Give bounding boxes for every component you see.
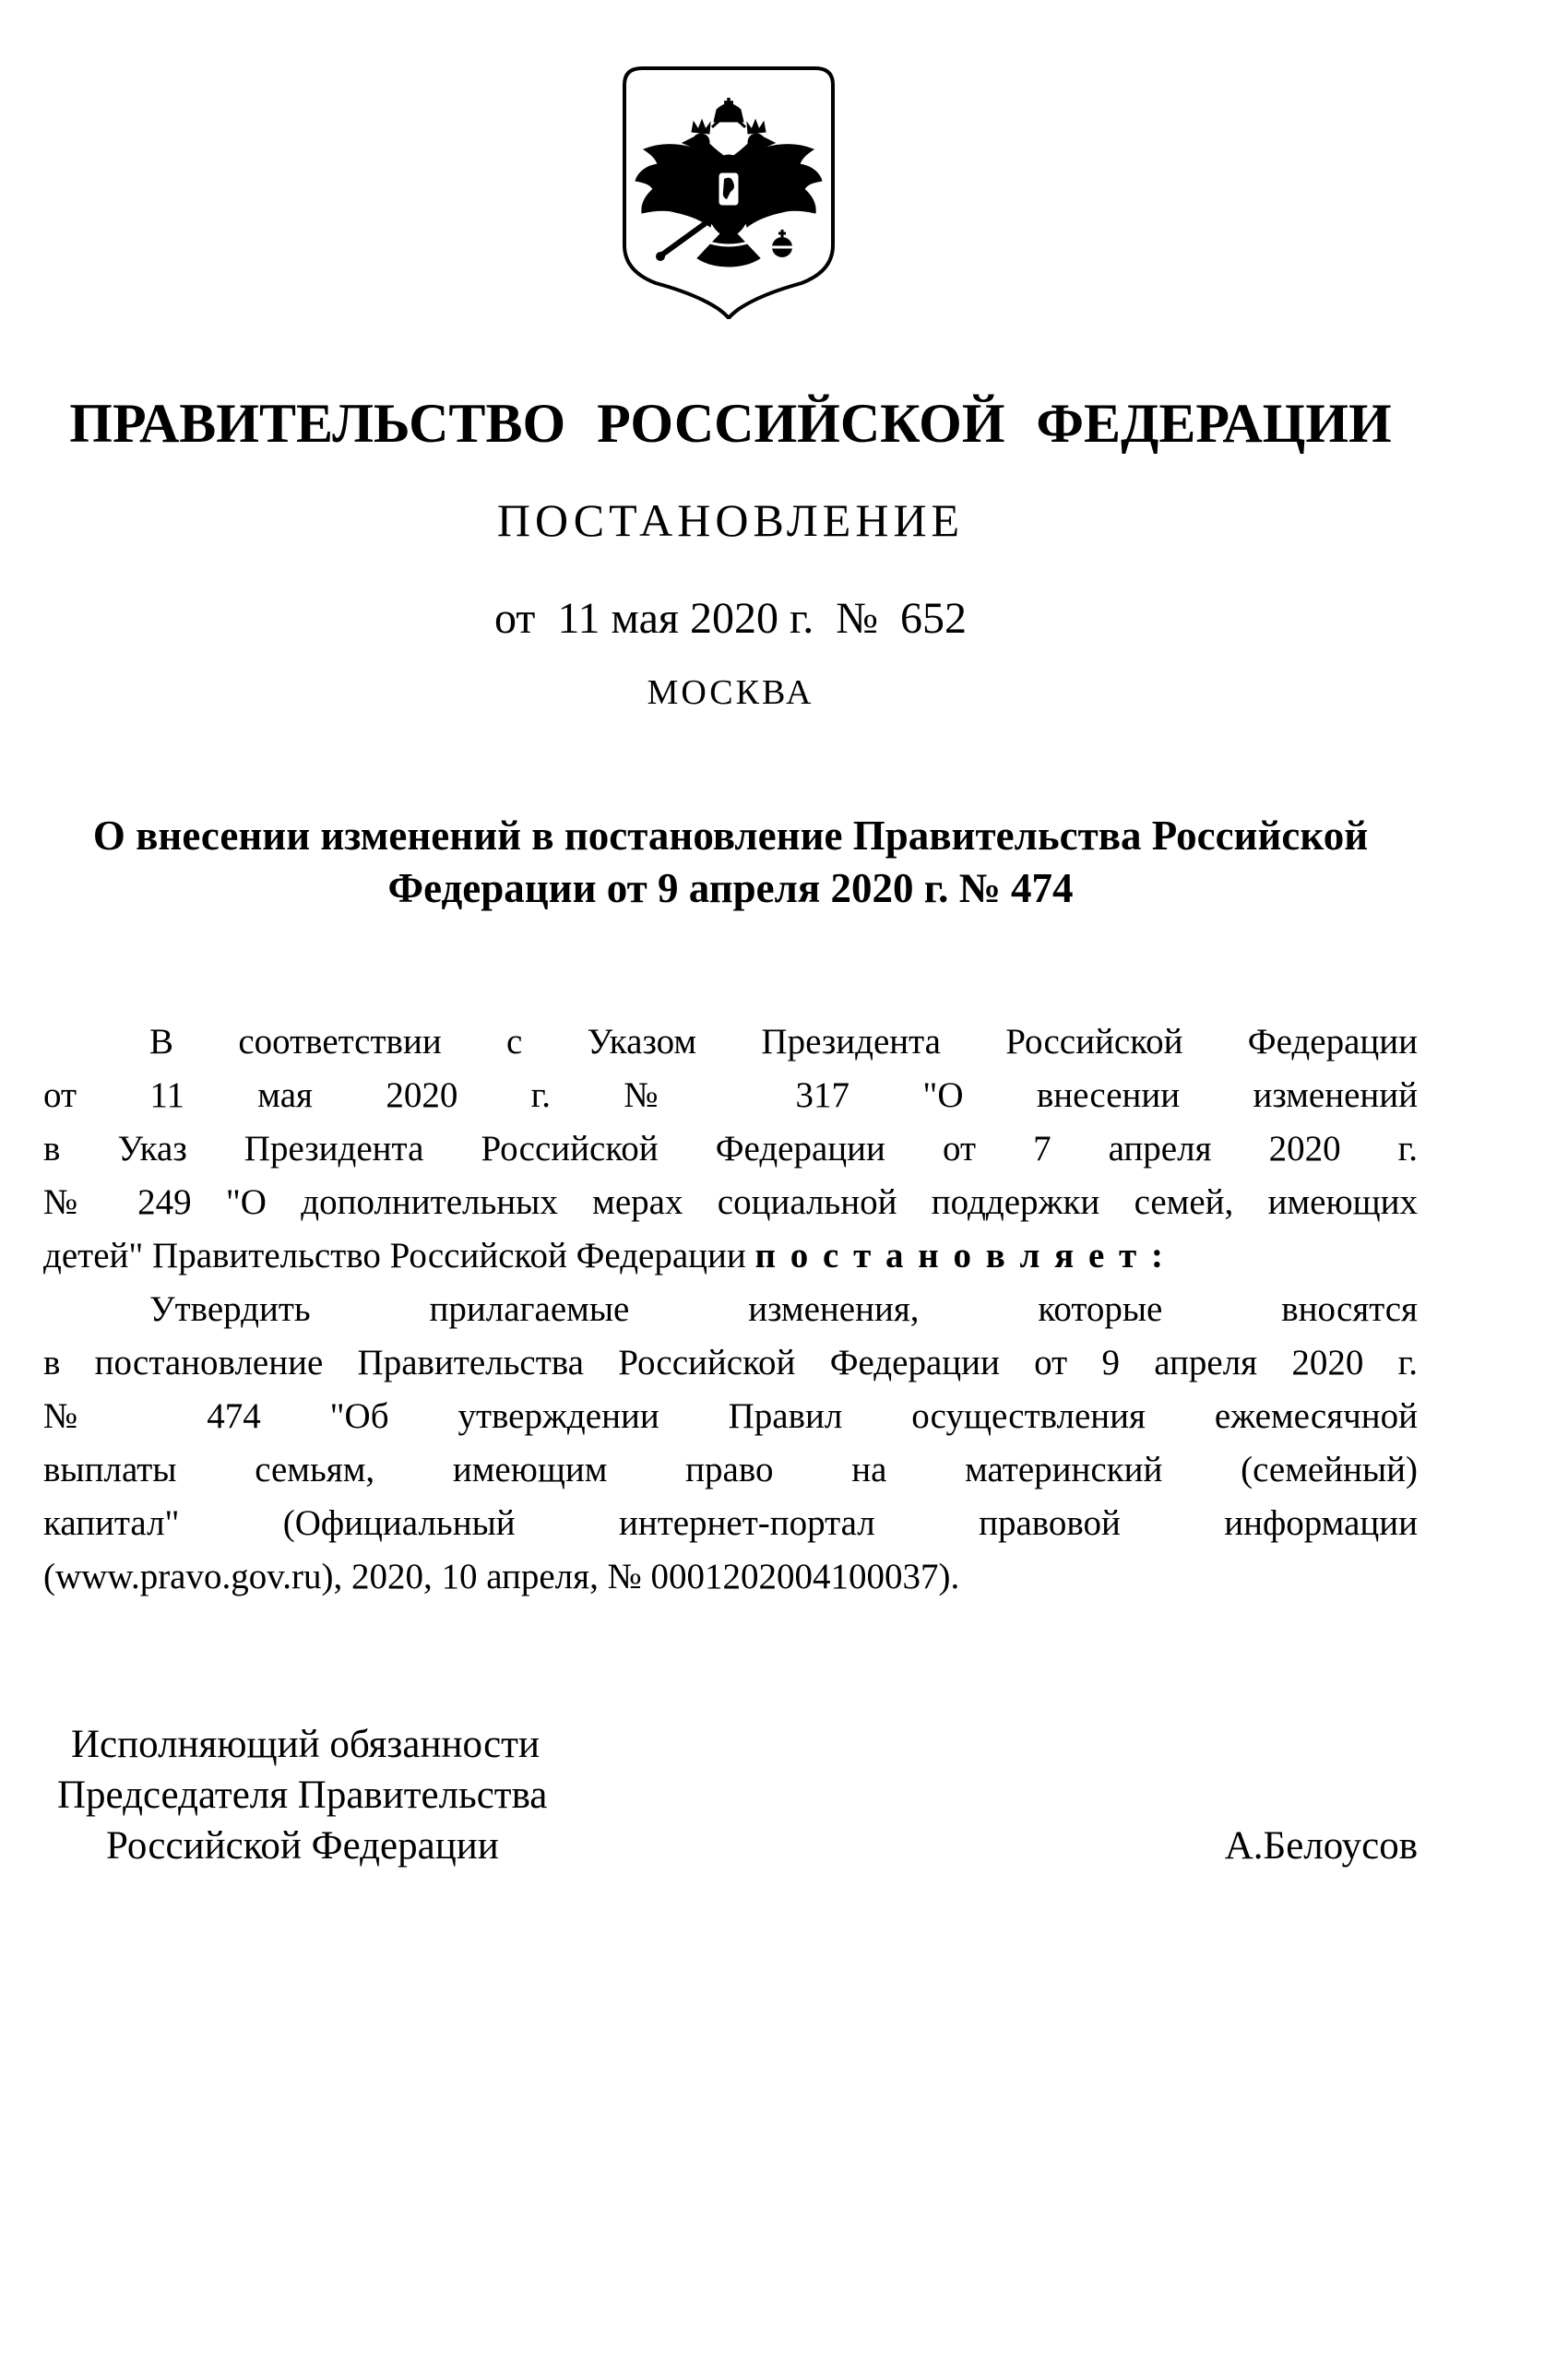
signatory-name: А.Белоусов	[1224, 1824, 1418, 1868]
body-line-4: № 249 "О дополнительных мерах социальной поддержки семей, имеющих	[43, 1182, 1418, 1222]
body-line-3: в Указ Президента Российской Федерации от 7 апреля 2020 г.	[43, 1129, 1418, 1169]
signature-block	[43, 1719, 1418, 1871]
postanovlyaet-emphasis: п о с т а н о в л я е т :	[754, 1236, 1166, 1275]
subject-heading	[43, 810, 1418, 915]
subject-line-2: Федерации от 9 апреля 2020 г. № 474	[387, 865, 1074, 911]
body-line-5	[43, 1229, 1418, 1283]
signature-role-line-1: Исполняющий обязанности	[71, 1723, 540, 1766]
city-label: МОСКВА	[647, 673, 814, 712]
document-body	[43, 1015, 1418, 1604]
signature-role-line-2: Председателя Правительства	[57, 1774, 548, 1817]
body-line-8: № 474 "Об утверждении Правил осуществления ежемесячной	[43, 1396, 1418, 1436]
body-line-2: от 11 мая 2020 г. № 317 "О внесении изменений	[43, 1075, 1418, 1115]
doc-type-title: ПОСТАНОВЛЕНИЕ	[496, 494, 965, 546]
body-line-10: капитал" (Официальный интернет-портал правовой информации	[43, 1503, 1418, 1543]
signature-role-line-3: Российской Федерации	[106, 1824, 499, 1868]
body-line-11: (www.pravo.gov.ru), 2020, 10 апреля, № 0001202004100037).	[43, 1557, 960, 1596]
subject-line-1: О внесении изменений в постановление Правительства Российской	[92, 813, 1369, 859]
org-title: ПРАВИТЕЛЬСТВО РОССИЙСКОЙ ФЕДЕРАЦИИ	[69, 393, 1392, 454]
body-line-1: В соответствии с Указом Президента Российской Федерации	[149, 1022, 1418, 1062]
body-line-9: выплаты семьям, имеющим право на материнский (семейный)	[43, 1450, 1418, 1489]
russia-coat-of-arms-icon	[620, 65, 837, 319]
body-line-7: в постановление Правительства Российской Федерации от 9 апреля 2020 г.	[43, 1343, 1418, 1382]
double-headed-eagle-icon	[620, 65, 837, 319]
body-line-5-text: детей" Правительство Российской Федерации	[43, 1236, 755, 1275]
body-line-6: Утвердить прилагаемые изменения, которые вносятся	[149, 1289, 1418, 1329]
date-number-line: от 11 мая 2020 г. № 652	[493, 594, 968, 643]
